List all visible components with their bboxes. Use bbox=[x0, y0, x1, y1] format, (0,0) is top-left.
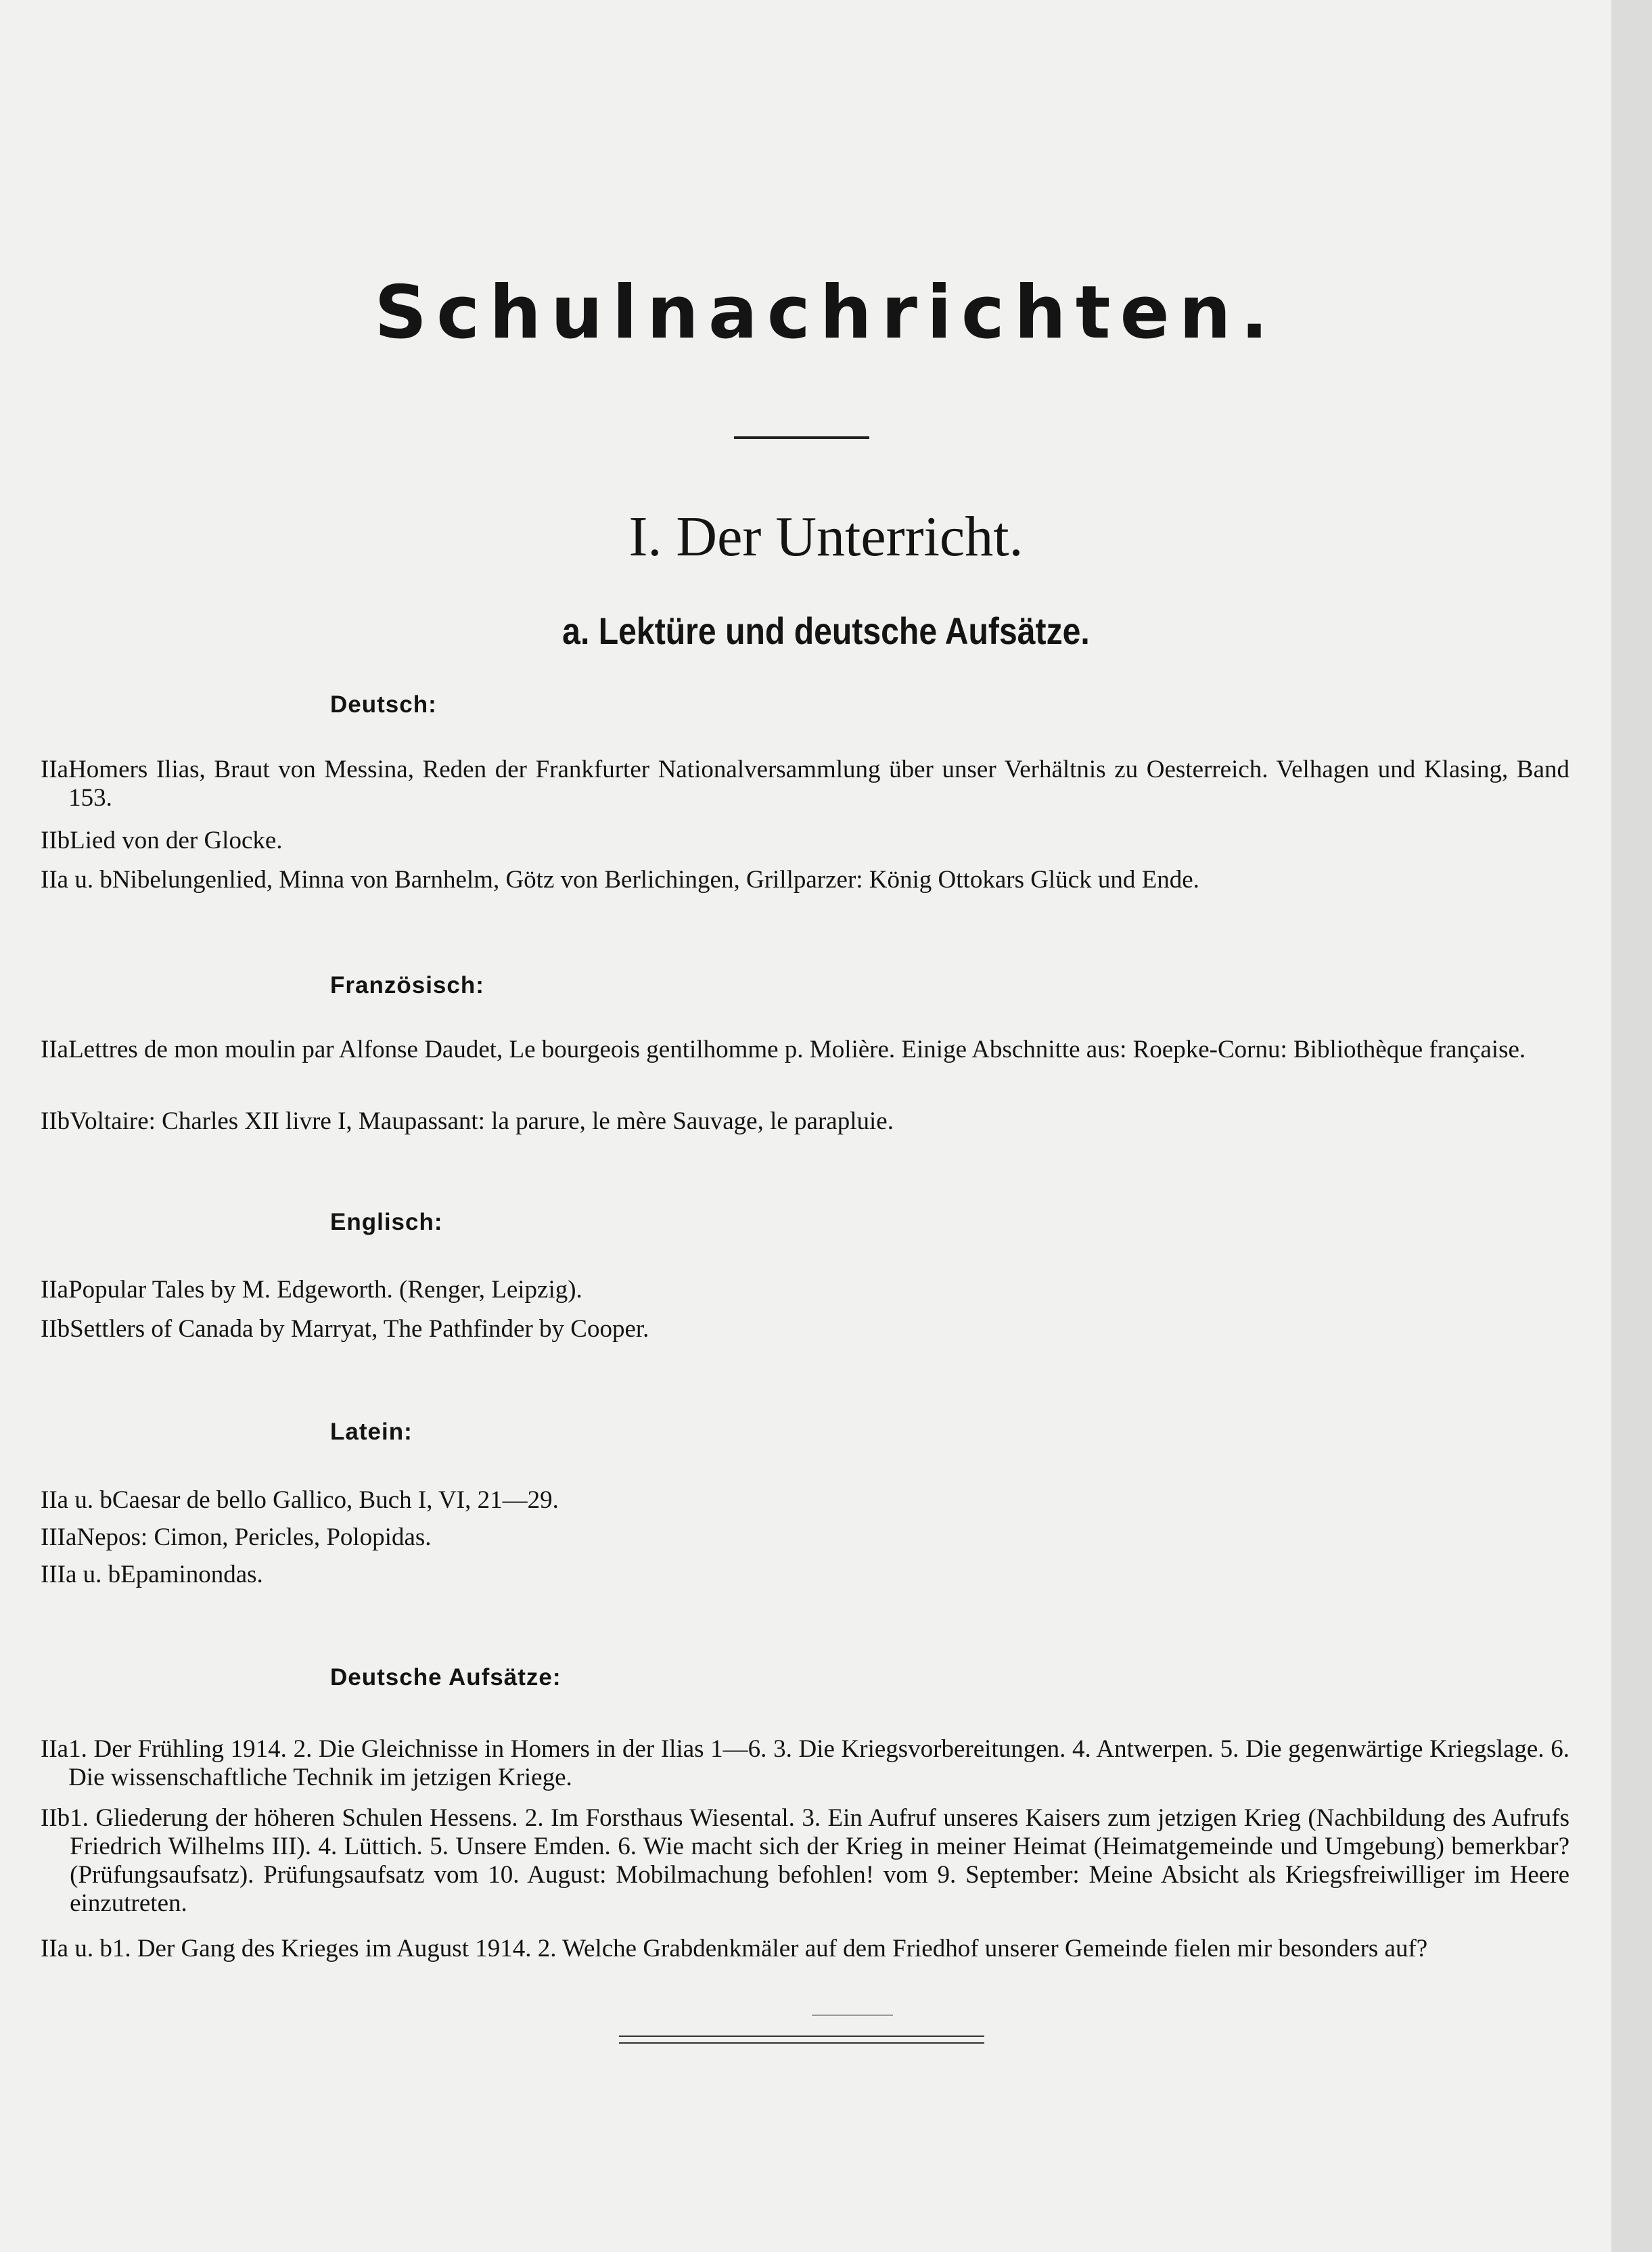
list-item bbox=[41, 1523, 1569, 1552]
list-item bbox=[41, 756, 1569, 812]
subject-heading-latein: Latein: bbox=[330, 1419, 413, 1445]
entry-text: Voltaire: Charles XII livre I, Maupassant: la parure, le mère Sauvage, le parapluie. bbox=[70, 1107, 894, 1135]
class-label: IIIa u. b bbox=[41, 1561, 121, 1588]
end-rule bbox=[619, 2042, 984, 2044]
list-item bbox=[41, 1107, 1569, 1136]
entry-text: Homers Ilias, Braut von Messina, Reden der Frankfurter Nationalversammlung über unser Verhältnis zu Oesterreich. Velhagen und Klasing, Band 153. bbox=[68, 756, 1569, 812]
list-item bbox=[41, 1486, 1569, 1515]
class-label: IIb bbox=[41, 827, 70, 854]
list-item bbox=[41, 1561, 1569, 1589]
entry-text: Nepos: Cimon, Pericles, Polopidas. bbox=[76, 1523, 432, 1551]
list-item bbox=[41, 1804, 1569, 1918]
class-label: IIa bbox=[41, 756, 69, 783]
subject-heading-englisch: Englisch: bbox=[330, 1209, 443, 1235]
list-item bbox=[41, 866, 1569, 894]
list-item bbox=[41, 1315, 1569, 1343]
list-item bbox=[41, 1935, 1569, 1963]
entry-text: 1. Der Gang des Krieges im August 1914. 2. Welche Grabdenkmäler auf dem Friedhof unserer Gemeinde fielen mir besonders auf? bbox=[112, 1935, 1428, 1962]
class-label: IIa u. b bbox=[41, 866, 112, 894]
title-divider bbox=[734, 436, 869, 439]
class-label: IIa u. b bbox=[41, 1935, 112, 1962]
section-heading: a. Lektüre und deutsche Aufsätze. bbox=[562, 610, 1090, 652]
entry-text: 1. Der Frühling 1914. 2. Die Gleichnisse in Homers in der Ilias 1—6. 3. Die Kriegsvorbereitungen. 4. Antwerpen. 5. Die gegenwärtige Kriegslage. 6. Die wissenschaftliche Technik im jetzigen Kriege. bbox=[68, 1735, 1569, 1791]
entry-text: Nibelungenlied, Minna von Barnhelm, Götz von Berlichingen, Grillparzer: König Ottokars Glück und Ende. bbox=[112, 866, 1199, 894]
chapter-heading: I. Der Unterricht. bbox=[628, 505, 1024, 568]
list-item bbox=[41, 1735, 1569, 1792]
class-label: IIIa bbox=[41, 1523, 77, 1551]
class-label: IIb bbox=[41, 1315, 70, 1343]
entry-text: Popular Tales by M. Edgeworth. (Renger, Leipzig). bbox=[68, 1276, 582, 1304]
subject-heading-franzoesisch: Französisch: bbox=[330, 972, 484, 998]
class-label: IIb bbox=[41, 1804, 70, 1832]
subject-heading-deutsch: Deutsch: bbox=[330, 691, 437, 718]
class-label: IIa bbox=[41, 1036, 69, 1063]
entry-text: 1. Gliederung der höheren Schulen Hessens. 2. Im Forsthaus Wiesental. 3. Ein Aufruf unseres Kaisers zum jetzigen Krieg (Nachbildung des Aufrufs Friedrich Wilhelms III). 4. Lüttich. 5. Unsere Emden. 6. Wie macht sich der Krieg in meiner Heimat (Heimatgemeinde und Umgebung) bemerkbar? (Prüfungsaufsatz). Prüfungsaufsatz vom 10. August: Mobilmachung befohlen! vom 9. September: Meine Absicht als Kriegsfreiwilliger im Heere einzutreten. bbox=[70, 1804, 1569, 1917]
entry-text: Caesar de bello Gallico, Buch I, VI, 21—29. bbox=[112, 1486, 559, 1514]
class-label: IIa u. b bbox=[41, 1486, 112, 1514]
list-item bbox=[41, 1276, 1569, 1304]
list-item bbox=[41, 1036, 1569, 1064]
entry-text: Lettres de mon moulin par Alfonse Daudet, Le bourgeois gentilhomme p. Molière. Einige Abschnitte aus: Roepke-Cornu: Bibliothèque française. bbox=[68, 1036, 1526, 1063]
class-label: IIa bbox=[41, 1735, 69, 1763]
list-item bbox=[41, 827, 1569, 855]
class-label: IIb bbox=[41, 1107, 70, 1135]
entry-text: Lied von der Glocke. bbox=[70, 827, 283, 854]
end-rule bbox=[619, 2036, 984, 2037]
entry-text: Settlers of Canada by Marryat, The Pathfinder by Cooper. bbox=[70, 1315, 649, 1343]
page-title: Schulnachrichten. bbox=[374, 271, 1278, 355]
divider bbox=[812, 2015, 893, 2016]
class-label: IIa bbox=[41, 1276, 69, 1304]
entry-text: Epaminondas. bbox=[120, 1561, 263, 1588]
subject-heading-aufsaetze: Deutsche Aufsätze: bbox=[330, 1664, 561, 1691]
